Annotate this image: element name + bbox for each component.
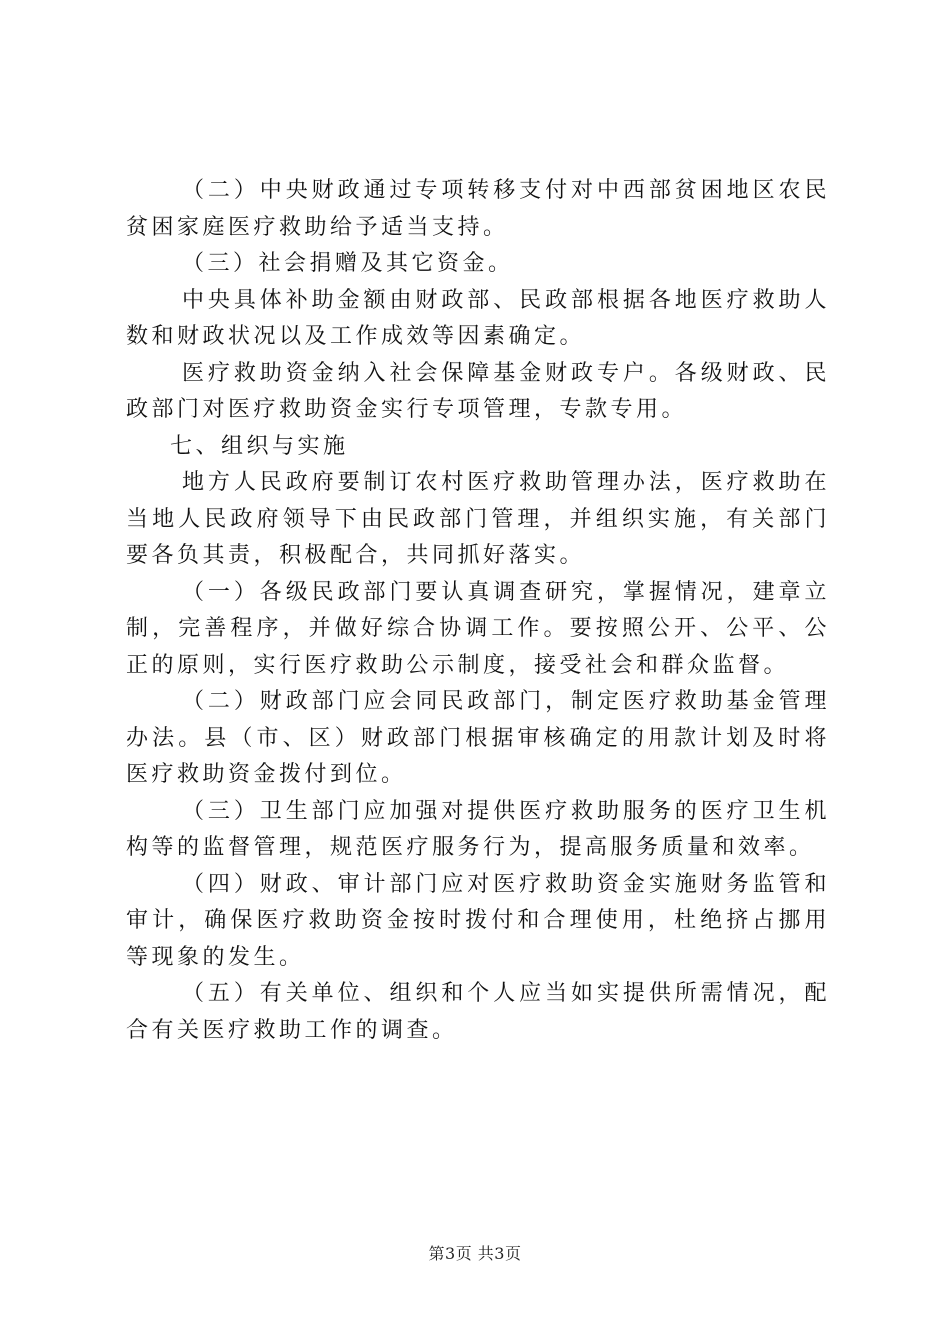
paragraph-local-government: 地方人民政府要制订农村医疗救助管理办法，医疗救助在当地人民政府领导下由民政部门管理，并组织实施，有关部门要各负其责，积极配合，共同抓好落实。: [126, 470, 830, 568]
paragraph-civil-affairs: （一）各级民政部门要认真调查研究，掌握情况，建章立制，完善程序，并做好综合协调工作。要按照公开、公平、公正的原则，实行医疗救助公示制度，接受社会和群众监督。: [126, 579, 830, 678]
paragraph-social-donations: （三）社会捐赠及其它资金。: [182, 251, 514, 276]
paragraph-cooperation: （五）有关单位、组织和个人应当如实提供所需情况，配合有关医疗救助工作的调查。: [126, 981, 830, 1043]
section-heading-organization: 七、组织与实施: [170, 433, 349, 459]
paragraph-subsidy-amount: 中央具体补助金额由财政部、民政部根据各地医疗救助人数和财政状况以及工作成效等因素确定。: [126, 287, 830, 349]
body-text: [126, 173, 830, 1049]
paragraph-central-finance-support: （二）中央财政通过专项转移支付对中西部贫困地区农民贫困家庭医疗救助给予适当支持。: [126, 178, 830, 240]
paragraph-audit: （四）财政、审计部门应对医疗救助资金实施财务监管和审计，确保医疗救助资金按时拨付和合理使用，杜绝挤占挪用等现象的发生。: [126, 871, 830, 970]
paragraph-fund-account: 医疗救助资金纳入社会保障基金财政专户。各级财政、民政部门对医疗救助资金实行专项管理，专款专用。: [126, 360, 830, 422]
page-footer: 第3页 共3页: [428, 1244, 522, 1263]
paragraph-health-department: （三）卫生部门应加强对提供医疗救助服务的医疗卫生机构等的监督管理，规范医疗服务行为，提高服务质量和效率。: [126, 798, 830, 860]
paragraph-finance-department: （二）财政部门应会同民政部门，制定医疗救助基金管理办法。县（市、区）财政部门根据审核确定的用款计划及时将医疗救助资金拨付到位。: [126, 689, 830, 787]
